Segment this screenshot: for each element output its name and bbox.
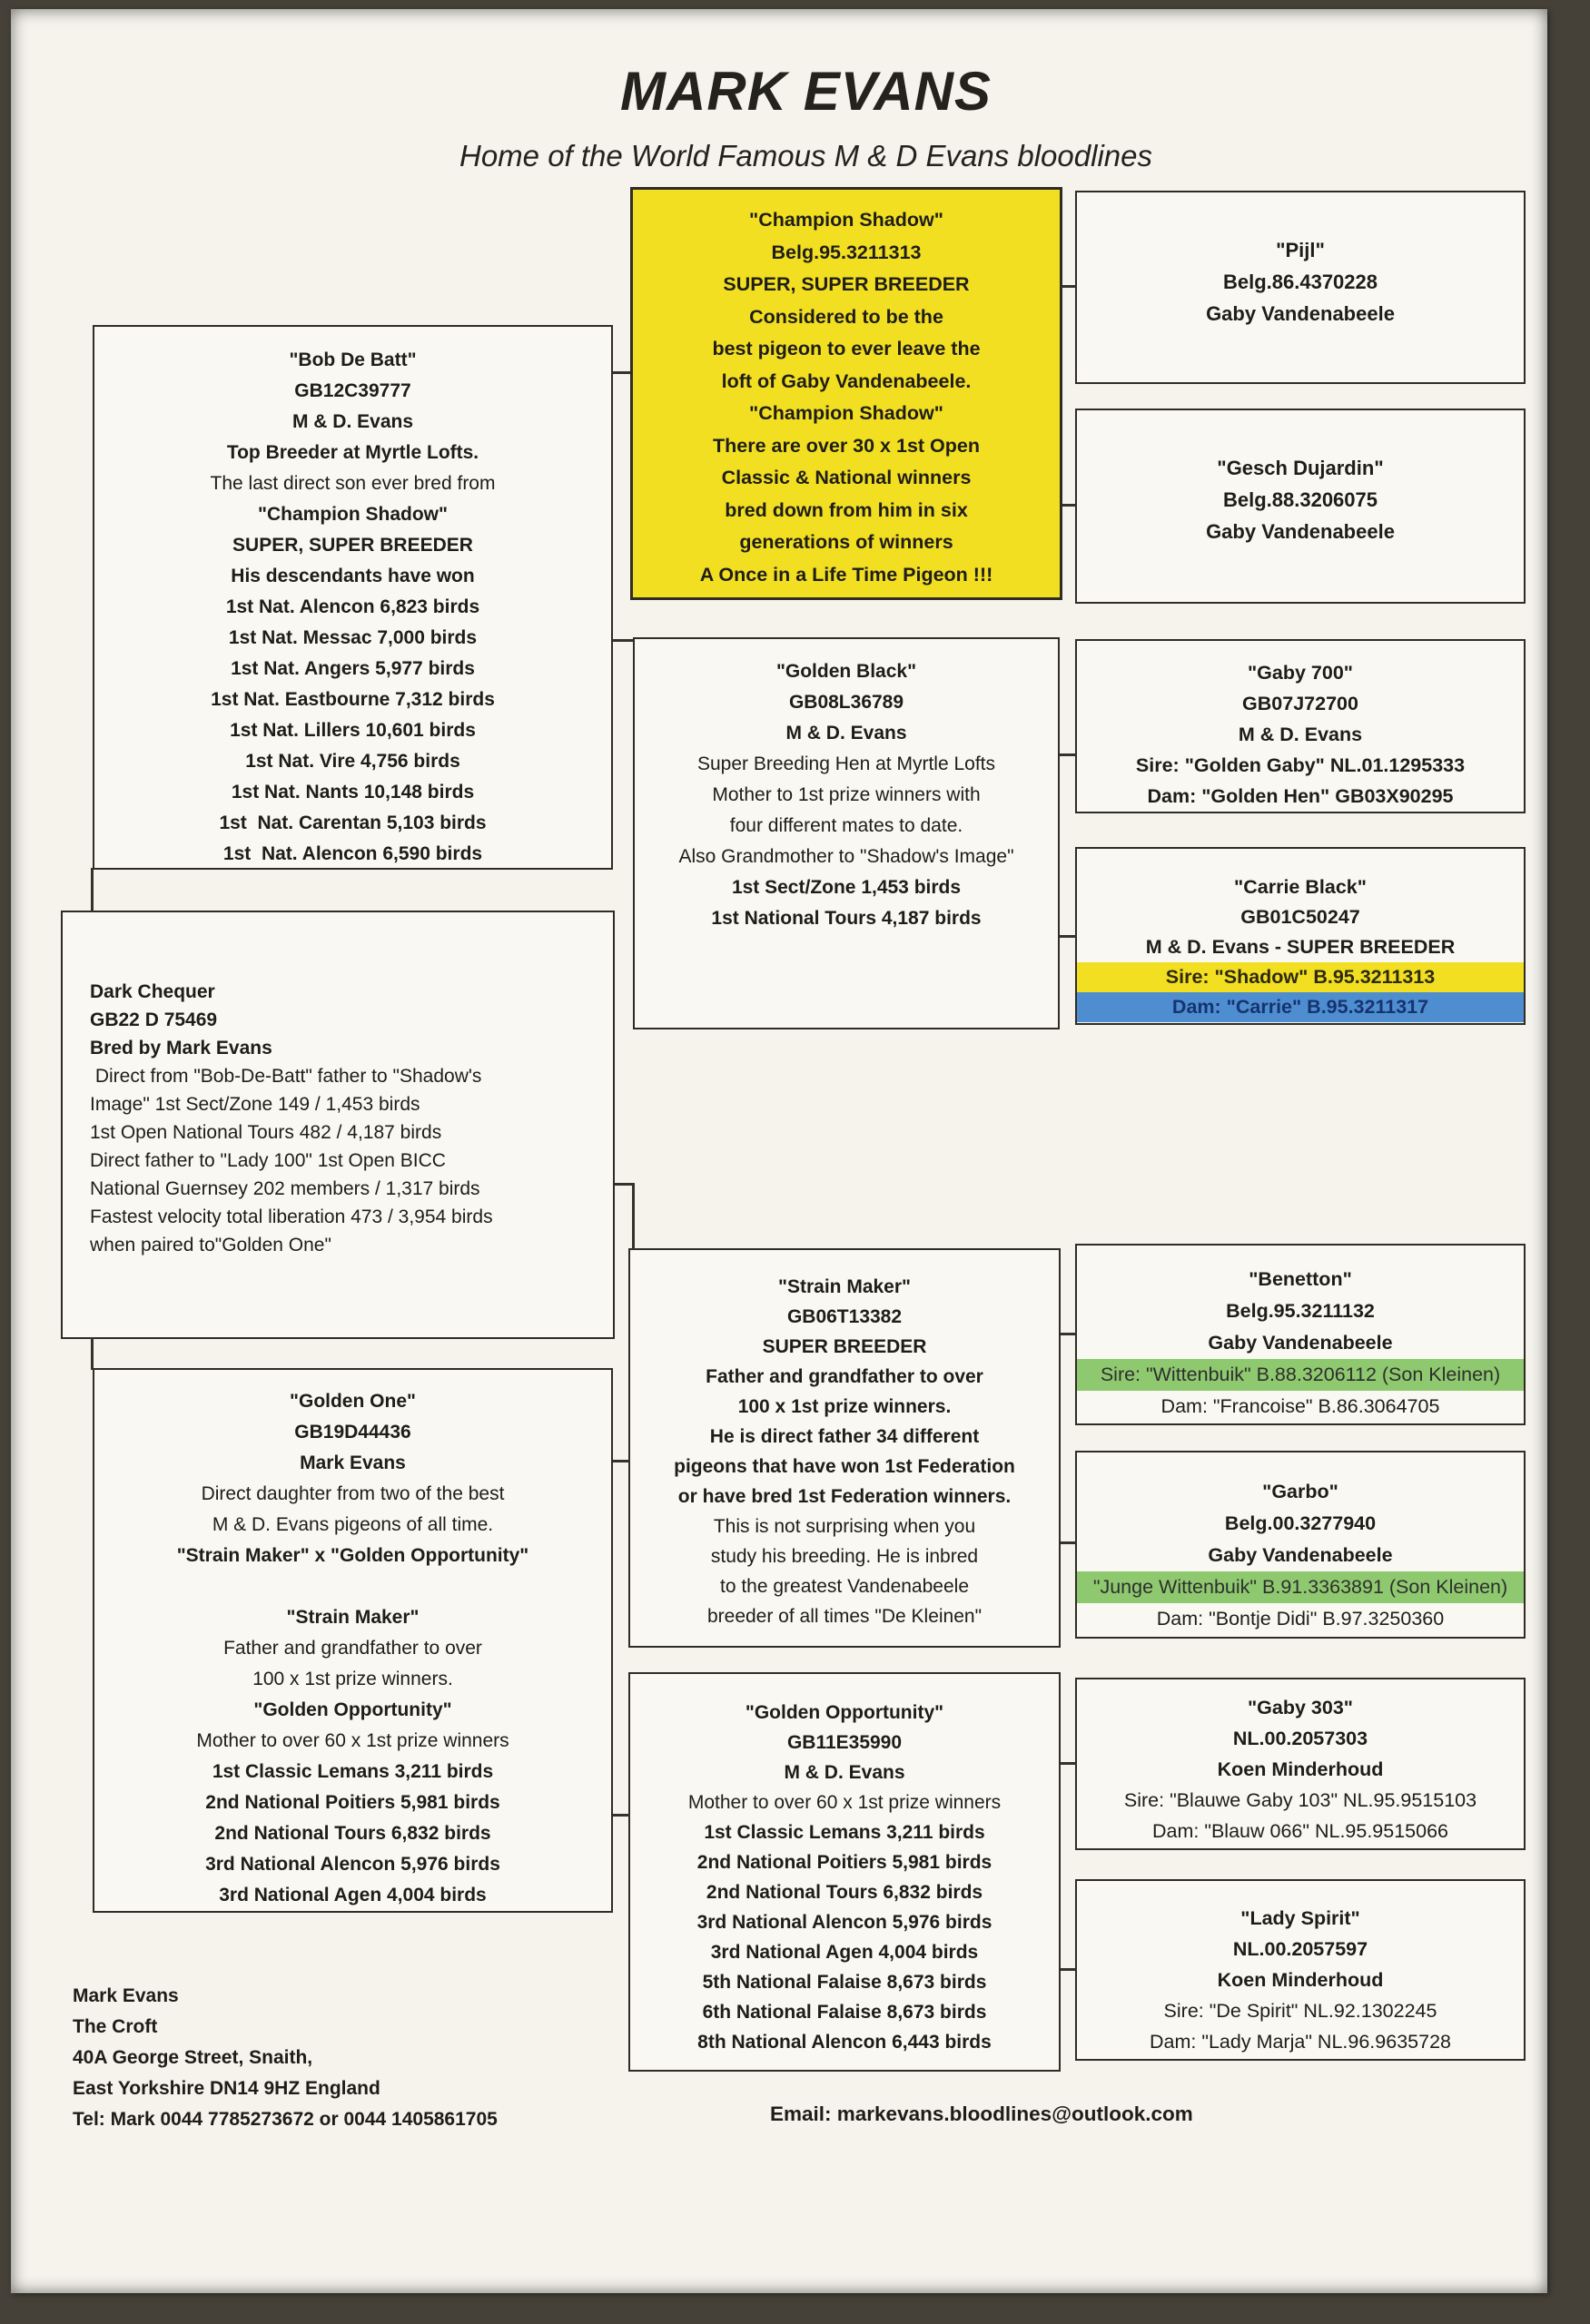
text-line: "Strain Maker": [286, 1607, 420, 1628]
connector-goldenblack-gaby700: [1060, 753, 1077, 756]
pedigree-box-strain-maker: [628, 1248, 1061, 1648]
pedigree-box-gaby-303: [1075, 1678, 1526, 1850]
text-line: four different mates to date.: [729, 815, 963, 836]
text-line: Belg.86.4370228: [1222, 271, 1378, 293]
text-line: pigeons that have won 1st Federation: [674, 1456, 1015, 1477]
pedigree-box-garbo: [1075, 1451, 1526, 1639]
text-line: National Guernsey 202 members / 1,317 birds: [90, 1178, 480, 1199]
text-line: Bred by Mark Evans: [90, 1038, 272, 1059]
text-line: M & D. Evans pigeons of all time.: [212, 1514, 494, 1535]
footer-address: [73, 1981, 498, 2135]
text-line: Direct daughter from two of the best: [201, 1483, 505, 1504]
text-line: East Yorkshire DN14 9HZ England: [73, 2078, 380, 2099]
text-line: He is direct father 34 different: [709, 1426, 980, 1447]
pedigree-box-golden-black: [633, 637, 1060, 1029]
text-line: generations of winners: [739, 531, 953, 553]
text-line: "Golden Black": [775, 661, 917, 682]
page-title: MARK EVANS: [620, 61, 992, 122]
text-line: 3rd National Alencon 5,976 birds: [696, 1912, 993, 1933]
connector-goldenone-strainmaker: [613, 1460, 630, 1462]
text-line: Belg.95.3211132: [1226, 1300, 1375, 1322]
text-line: "Garbo": [1262, 1481, 1338, 1502]
connector-goldenblack-carrieblack: [1060, 935, 1077, 938]
connector-bobdebatt-darkchequer: [91, 868, 94, 912]
text-line: Dam: "Lady Marja" NL.96.9635728: [1150, 2031, 1451, 2053]
text-line: 3rd National Agen 4,004 birds: [219, 1885, 487, 1905]
text-line: 8th National Alencon 6,443 birds: [697, 2032, 992, 2053]
text-line: 1st Nat. Messac 7,000 birds: [228, 627, 478, 648]
text-line: M & D. Evans: [291, 411, 414, 432]
text-line: 3rd National Agen 4,004 birds: [710, 1942, 979, 1963]
text-line: breeder of all times "De Kleinen": [706, 1606, 983, 1627]
text-line: study his breeding. He is inbred: [710, 1546, 979, 1567]
text-line: NL.00.2057597: [1232, 1938, 1368, 1960]
text-line: "Champion Shadow": [258, 504, 448, 525]
text-line: "Golden Opportunity": [253, 1699, 452, 1720]
text-line: Dam: "Bontje Didi" B.97.3250360: [1156, 1608, 1445, 1630]
text-line: Gaby Vandenabeele: [1208, 1544, 1393, 1566]
text-line: when paired to"Golden One": [90, 1235, 331, 1256]
connector-goldenopportunity-ladyspirit: [1061, 1968, 1077, 1971]
text-line: "Carrie Black": [1234, 876, 1367, 898]
text-line: loft of Gaby Vandenabeele.: [721, 369, 972, 392]
text-line: M & D. Evans: [1238, 724, 1363, 745]
pedigree-box-benetton: [1075, 1244, 1526, 1425]
text-line: 6th National Falaise 8,673 birds: [702, 2002, 987, 2023]
text-line: NL.00.2057303: [1232, 1728, 1368, 1749]
text-line: 3rd National Alencon 5,976 birds: [205, 1854, 500, 1875]
text-line: 40A George Street, Snaith,: [73, 2047, 313, 2068]
text-line: bred down from him in six: [725, 498, 968, 521]
text-line: GB11E35990: [786, 1732, 903, 1753]
text-line: "Pijl": [1276, 239, 1325, 261]
text-line: GB08L36789: [788, 692, 904, 713]
text-line: 100 x 1st prize winners.: [737, 1396, 952, 1417]
text-line: 2nd National Tours 6,832 birds: [706, 1882, 983, 1903]
connector-strainmaker-benetton: [1061, 1333, 1077, 1335]
text-line: best pigeon to ever leave the: [712, 338, 981, 359]
text-line: "Gesch Dujardin": [1217, 457, 1384, 479]
text-line: [94, 1571, 611, 1602]
text-line: 1st Nat. Alencon 6,823 birds: [225, 596, 480, 617]
text-line: M & D. Evans: [784, 1762, 905, 1783]
text-line: A Once in a Life Time Pigeon !!!: [699, 563, 993, 586]
text-line: Mother to over 60 x 1st prize winners: [687, 1792, 1002, 1813]
text-line: 2nd National Tours 6,832 birds: [214, 1823, 491, 1844]
text-line: 1st Nat. Eastbourne 7,312 birds: [211, 689, 495, 710]
connector-bobdebatt-championshadow: [613, 371, 630, 374]
document-page: [11, 9, 1547, 2293]
text-line: "Champion Shadow": [749, 402, 943, 424]
text-line: Gaby Vandenabeele: [1208, 1332, 1393, 1354]
text-line: "Strain Maker" x "Golden Opportunity": [176, 1545, 529, 1566]
text-line: The last direct son ever bred from: [210, 473, 496, 494]
text-line: 1st Nat. Alencon 6,590 birds: [222, 843, 483, 864]
text-line: 1st Nat. Angers 5,977 birds: [231, 658, 475, 679]
text-line: Sire: "Wittenbuik" B.88.3206112 (Son Kleinen): [1077, 1359, 1524, 1391]
text-line: 100 x 1st prize winners.: [252, 1669, 453, 1689]
text-line: Koen Minderhoud: [1217, 1758, 1384, 1780]
text-line: Dam: "Francoise" B.86.3064705: [1160, 1395, 1440, 1417]
text-line: Dam: "Carrie" B.95.3211317: [1077, 992, 1524, 1022]
text-line: Mark Evans: [300, 1452, 406, 1473]
pedigree-box-carrie-black: [1075, 847, 1526, 1025]
text-line: SUPER, SUPER BREEDER: [723, 273, 970, 295]
text-line: SUPER, SUPER BREEDER: [232, 535, 473, 556]
connector-championshadow-pijl: [1062, 285, 1077, 288]
text-line: Direct from "Bob-De-Batt" father to "Shadow's: [90, 1066, 482, 1087]
pedigree-box-dark-chequer: [61, 911, 615, 1339]
text-line: to the greatest Vandenabeele: [720, 1576, 969, 1597]
text-line: 1st Nat. Carentan 5,103 birds: [219, 812, 487, 833]
text-line: or have bred 1st Federation winners.: [677, 1486, 1012, 1507]
text-line: 1st Nat. Lillers 10,601 birds: [230, 720, 476, 741]
text-line: Father and grandfather to over: [706, 1366, 983, 1387]
footer-email: Email: markevans.bloodlines@outlook.com: [770, 2102, 1193, 2125]
text-line: Mother to 1st prize winners with: [712, 784, 981, 805]
pedigree-box-golden-opportunity: [628, 1672, 1061, 2072]
text-line: Gaby Vandenabeele: [1206, 302, 1395, 325]
pedigree-box-champion-shadow: [630, 187, 1062, 600]
text-line: 1st Sect/Zone 1,453 birds: [731, 877, 962, 898]
connector-championshadow-geschdujardin: [1062, 504, 1077, 507]
connector-bobdebatt-goldenblack: [613, 639, 633, 642]
text-line: "Bob De Batt": [289, 350, 417, 370]
text-line: His descendants have won: [231, 566, 475, 586]
text-line: "Champion Shadow": [749, 209, 943, 231]
text-line: Fastest velocity total liberation 473 / 3,954 birds: [90, 1206, 493, 1227]
text-line: Tel: Mark 0044 7785273672 or 0044 1405861705: [73, 2109, 498, 2130]
text-line: "Junge Wittenbuik" B.91.3363891 (Son Kleinen): [1077, 1571, 1524, 1603]
text-line: GB07J72700: [1242, 693, 1358, 714]
text-line: 2nd National Poitiers 5,981 birds: [696, 1852, 993, 1873]
connector-goldenopportunity-gaby303: [1061, 1762, 1077, 1765]
text-line: Belg.88.3206075: [1222, 488, 1378, 511]
text-line: Sire: "Golden Gaby" NL.01.1295333: [1135, 754, 1466, 776]
text-line: Dam: "Golden Hen" GB03X90295: [1147, 785, 1454, 807]
text-line: "Benetton": [1249, 1268, 1352, 1290]
text-line: Classic & National winners: [721, 467, 972, 488]
text-line: Father and grandfather to over: [223, 1638, 482, 1659]
text-line: M & D. Evans - SUPER BREEDER: [1145, 936, 1456, 958]
text-line: GB01C50247: [1240, 906, 1360, 928]
text-line: This is not surprising when you: [713, 1516, 976, 1537]
text-line: Image" 1st Sect/Zone 149 / 1,453 birds: [90, 1094, 420, 1115]
text-line: The Croft: [73, 2016, 158, 2037]
text-line: "Lady Spirit": [1240, 1907, 1360, 1929]
text-line: Sire: "Blauwe Gaby 103" NL.95.9515103: [1123, 1789, 1477, 1811]
connector-goldenone-goldenopportunity: [613, 1814, 630, 1817]
pedigree-box-golden-one: [93, 1368, 613, 1913]
text-line: "Gaby 303": [1247, 1697, 1353, 1718]
page-subtitle: Home of the World Famous M & D Evans bloodlines: [459, 139, 1152, 172]
text-line: Sire: "De Spirit" NL.92.1302245: [1163, 2000, 1437, 2022]
text-line: "Golden Opportunity": [745, 1702, 944, 1723]
text-line: Also Grandmother to "Shadow's Image": [678, 846, 1014, 867]
pedigree-box-bob-de-batt: [93, 325, 613, 870]
text-line: There are over 30 x 1st Open: [713, 434, 980, 457]
text-line: GB19D44436: [294, 1422, 411, 1443]
text-line: 1st Nat. Vire 4,756 birds: [245, 751, 460, 772]
text-line: 1st Open National Tours 482 / 4,187 birds: [90, 1122, 442, 1143]
text-line: Direct father to "Lady 100" 1st Open BICC: [90, 1150, 446, 1171]
pedigree-box-lady-spirit: [1075, 1879, 1526, 2061]
text-line: 2nd National Poitiers 5,981 birds: [205, 1792, 500, 1813]
text-line: 1st Nat. Nants 10,148 birds: [231, 782, 475, 803]
text-line: Mother to over 60 x 1st prize winners: [196, 1730, 509, 1751]
text-line: 1st Classic Lemans 3,211 birds: [212, 1761, 494, 1782]
text-line: Sire: "Shadow" B.95.3211313: [1077, 962, 1524, 992]
text-line: "Strain Maker": [778, 1276, 911, 1297]
text-line: Belg.00.3277940: [1224, 1512, 1377, 1534]
pedigree-box-pijl: [1075, 191, 1526, 384]
pedigree-box-gesch-dujardin: [1075, 409, 1526, 604]
text-line: 5th National Falaise 8,673 birds: [702, 1972, 987, 1993]
connector-darkchequer-goldenone: [91, 1337, 94, 1370]
text-line: Koen Minderhoud: [1217, 1969, 1384, 1991]
text-line: SUPER BREEDER: [762, 1336, 927, 1357]
text-line: Mark Evans: [73, 1985, 179, 2006]
connector-strainmaker-garbo: [1061, 1541, 1077, 1544]
text-line: "Golden One": [290, 1391, 416, 1412]
text-line: Super Breeding Hen at Myrtle Lofts: [696, 753, 995, 774]
text-line: Dark Chequer: [90, 981, 215, 1002]
text-line: GB06T13382: [786, 1306, 903, 1327]
text-line: "Gaby 700": [1247, 662, 1353, 684]
text-line: M & D. Evans: [785, 723, 907, 743]
text-line: 1st National Tours 4,187 birds: [711, 908, 982, 929]
text-line: Considered to be the: [749, 305, 943, 328]
text-line: GB12C39777: [294, 380, 411, 401]
text-line: Top Breeder at Myrtle Lofts.: [226, 442, 479, 463]
text-line: GB22 D 75469: [90, 1009, 218, 1030]
text-line: 1st Classic Lemans 3,211 birds: [704, 1822, 985, 1843]
text-line: Gaby Vandenabeele: [1206, 520, 1395, 543]
text-line: Belg.95.3211313: [771, 241, 922, 263]
text-line: Dam: "Blauw 066" NL.95.9515066: [1151, 1820, 1449, 1842]
connector-darkchequer-strainmaker-v: [632, 1183, 635, 1250]
pedigree-box-gaby-700: [1075, 639, 1526, 813]
